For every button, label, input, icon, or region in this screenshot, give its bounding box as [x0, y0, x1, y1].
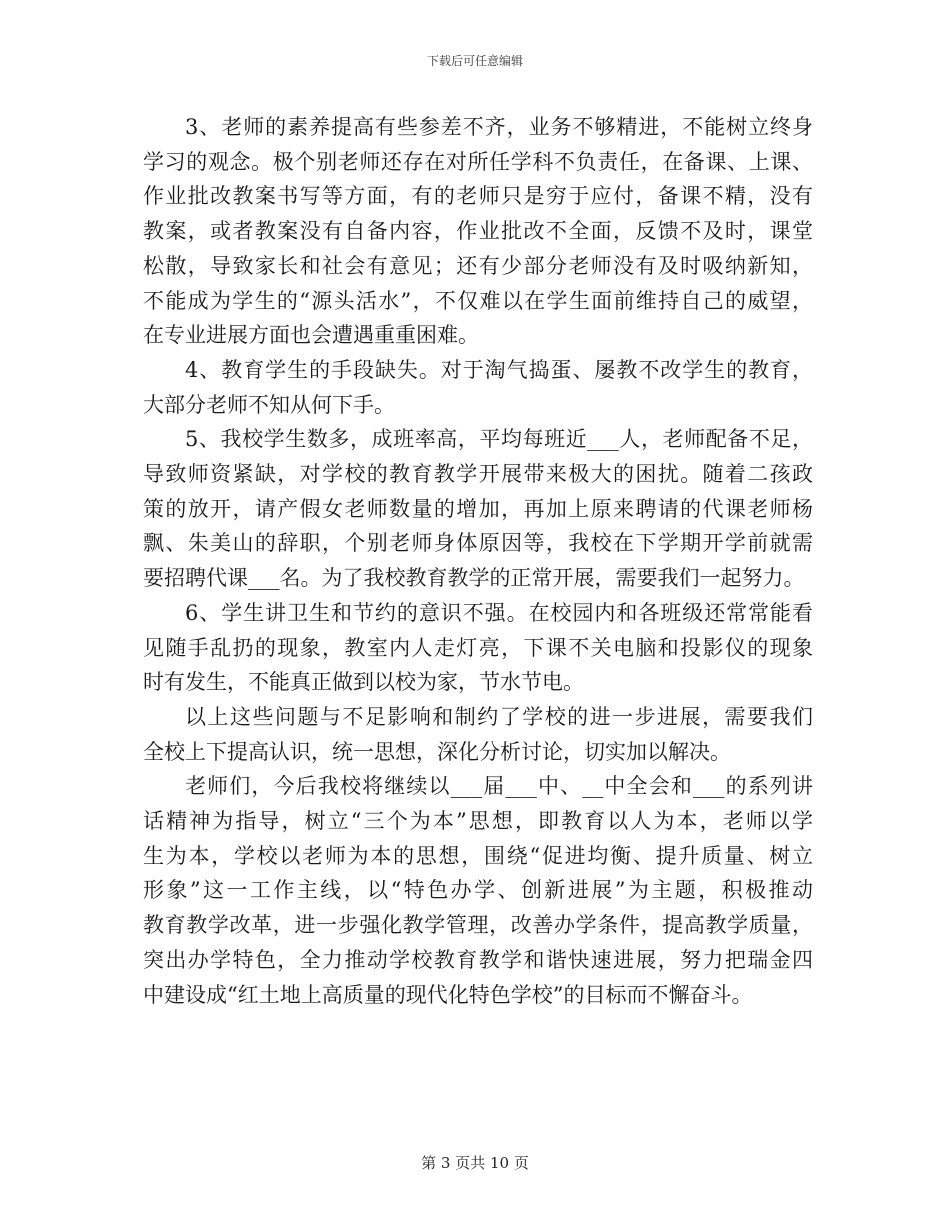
text-line: 形象”这一工作主线，以“特色办学、创新进展”为主题，积极推动	[143, 878, 813, 903]
text-line: 生为本，学校以老师为本的思想，围绕“促进均衡、提升质量、树立	[143, 843, 813, 868]
text-line: 5、我校学生数多，成班率高，平均每班近___人，老师配备不足，	[185, 427, 813, 452]
text-line: 学习的观念。极个别老师还存在对所任学科不负责任，在备课、上课、	[143, 149, 813, 174]
text-line: 全校上下提高认识，统一思想，深化分析讨论，切实加以解决。	[143, 739, 731, 764]
text-line: 松散，导致家长和社会有意见；还有少部分老师没有及时吸纳新知，	[143, 253, 813, 278]
text-line: 策的放开，请产假女老师数量的增加，再加上原来聘请的代课老师杨	[143, 496, 813, 521]
text-line: 在专业进展方面也会遭遇重重困难。	[143, 323, 479, 348]
paragraph-item-5	[143, 422, 813, 596]
text-line: 老师们，今后我校将继续以___届___中、__中全会和___的系列讲	[185, 774, 813, 799]
text-line: 不能成为学生的“源头活水”，不仅难以在学生面前维持自己的威望，	[143, 288, 813, 313]
text-line: 教育教学改革，进一步强化教学管理，改善办学条件，提高教学质量，	[143, 913, 813, 938]
text-line: 4、教育学生的手段缺失。对于淘气捣蛋、屡教不改学生的教育，	[185, 357, 813, 382]
text-line: 大部分老师不知从何下手。	[143, 392, 395, 417]
paragraph-outlook	[143, 769, 813, 1012]
text-line: 以上这些问题与不足影响和制约了学校的进一步进展，需要我们	[185, 704, 813, 729]
page-number: 第 3 页共 10 页	[421, 1154, 529, 1172]
text-line: 导致师资紧缺，对学校的教育教学开展带来极大的困扰。随着二孩政	[143, 462, 813, 487]
paragraph-summary	[143, 700, 813, 769]
text-line: 时有发生，不能真正做到以校为家，节水节电。	[143, 670, 584, 695]
page-header: 下载后可任意编辑	[426, 54, 523, 68]
text-line: 突出办学特色，全力推动学校教育教学和谐快速进展，努力把瑞金四	[143, 947, 813, 972]
text-line: 3、老师的素养提高有些参差不齐，业务不够精进，不能树立终身	[185, 115, 813, 139]
text-line: 见随手乱扔的现象，教室内人走灯亮，下课不关电脑和投影仪的现象	[143, 635, 813, 660]
text-line: 飘、朱美山的辞职，个别老师身体原因等，我校在下学期开学前就需	[143, 531, 813, 556]
text-line: 中建设成“红土地上高质量的现代化特色学校”的目标而不懈奋斗。	[143, 982, 753, 1007]
paragraph-item-4	[143, 353, 813, 422]
text-line: 要招聘代课___名。为了我校教育教学的正常开展，需要我们一起努力。	[143, 566, 805, 591]
paragraph-item-3	[143, 110, 813, 353]
text-line: 教案，或者教案没有自备内容，作业批改不全面，反馈不及时，课堂	[143, 219, 813, 244]
text-line: 作业批改教案书写等方面，有的老师只是穷于应付，备课不精，没有	[143, 184, 813, 209]
paragraph-item-6	[143, 596, 813, 700]
text-line: 话精神为指导，树立“三个为本”思想，即教育以人为本，老师以学	[143, 809, 813, 834]
document-body	[143, 110, 813, 1012]
text-line: 6、学生讲卫生和节约的意识不强。在校园内和各班级还常常能看	[185, 600, 813, 625]
